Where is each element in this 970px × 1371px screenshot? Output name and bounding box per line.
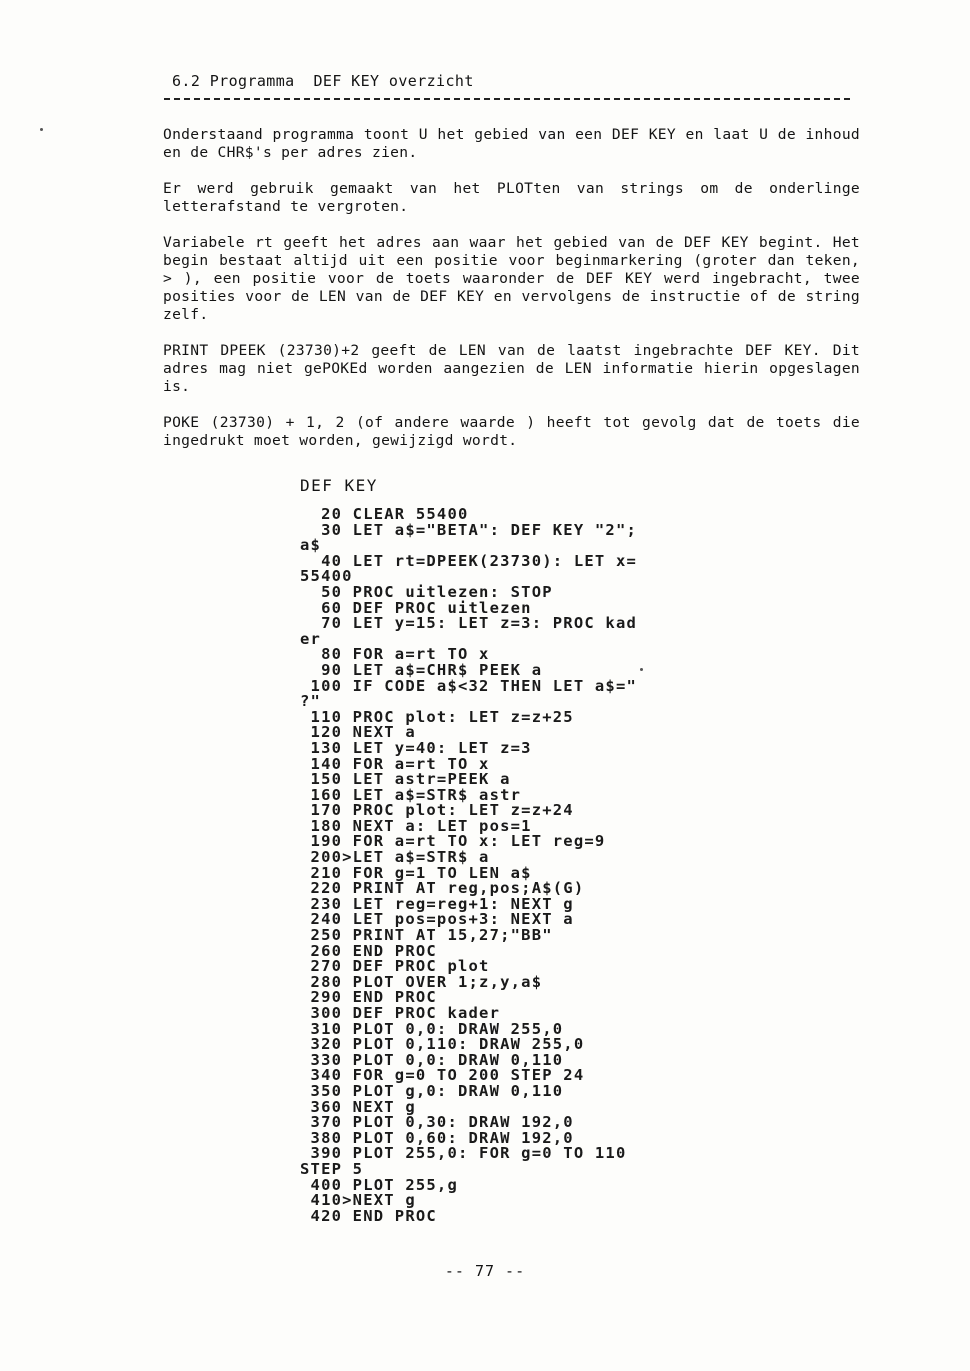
code-line: 250 PRINT AT 15,27;"BB" xyxy=(300,926,553,945)
code-line: 400 PLOT 255,g xyxy=(300,1175,458,1194)
code-line: 150 LET astr=PEEK a xyxy=(300,770,511,789)
page-number: -- 77 -- xyxy=(444,1262,526,1280)
code-line: 310 PLOT 0,0: DRAW 255,0 xyxy=(300,1019,564,1038)
code-line: STEP 5 xyxy=(300,1159,364,1178)
program-listing xyxy=(300,476,740,1224)
code-line: 420 END PROC xyxy=(300,1206,437,1225)
code-line: ?" xyxy=(300,692,322,711)
code-line: 30 LET a$="BETA": DEF KEY "2"; xyxy=(300,520,638,539)
paragraph-4: PRINT DPEEK (23730)+2 geeft de LEN van de laatst ingebrachte DEF KEY. Dit adres mag niet gePOKEd worden aangezien de LEN informatie hierin opgeslagen is. xyxy=(163,342,860,395)
scan-speck xyxy=(40,128,43,131)
listing-title: DEF KEY xyxy=(300,476,378,495)
code-line: 50 PROC uitlezen: STOP xyxy=(300,582,553,601)
code-line: 130 LET y=40: LET z=3 xyxy=(300,738,532,757)
code-line: 330 PLOT 0,0: DRAW 0,110 xyxy=(300,1050,564,1069)
heading-underline xyxy=(164,98,850,100)
code-line: a$ xyxy=(300,536,322,555)
paragraph-1: Onderstaand programma toont U het gebied van een DEF KEY en laat U de inhoud en de CHR$'s per adres zien. xyxy=(163,126,860,161)
code-line: 300 DEF PROC kader xyxy=(300,1004,501,1022)
code-line: 160 LET a$=STR$ astr xyxy=(300,785,522,804)
code-line: 170 PROC plot: LET z=z+24 xyxy=(300,801,574,820)
code-line: 410>NEXT g xyxy=(300,1191,416,1210)
code-block xyxy=(300,507,740,1224)
code-line: 340 FOR g=0 TO 200 STEP 24 xyxy=(300,1066,585,1085)
code-line: 360 NEXT g xyxy=(300,1097,416,1116)
code-line: 380 PLOT 0,60: DRAW 192,0 xyxy=(300,1128,574,1147)
code-line: 240 LET pos=pos+3: NEXT a xyxy=(300,910,574,929)
code-line: 20 CLEAR 55400 xyxy=(300,505,469,523)
code-line: 90 LET a$=CHR$ PEEK a xyxy=(300,660,543,679)
code-line: 110 PROC plot: LET z=z+25 xyxy=(300,707,574,726)
scan-speck xyxy=(640,668,643,671)
code-line: 80 FOR a=rt TO x xyxy=(300,645,490,664)
paragraph-2: Er werd gebruik gemaakt van het PLOTten van strings om de onderlinge letterafstand te vergroten. xyxy=(163,180,860,215)
code-line: 60 DEF PROC uitlezen xyxy=(300,598,532,617)
code-line: 210 FOR g=1 TO LEN a$ xyxy=(300,863,532,882)
code-line: 280 PLOT OVER 1;z,y,a$ xyxy=(300,972,543,991)
code-line: 390 PLOT 255,0: FOR g=0 TO 110 xyxy=(300,1144,627,1163)
code-line: 100 IF CODE a$<32 THEN LET a$=" xyxy=(300,676,638,695)
code-line: 260 END PROC xyxy=(300,941,437,960)
paragraph-3: Variabele rt geeft het adres aan waar het gebied van de DEF KEY begint. Het begin bestaat altijd uit een positie voor beginmarkering (groter dan teken, > ), een positie voor de toets waaronder de DEF KEY werd ingebracht, twee posities voor de LEN van de DEF KEY en vervolgens de instructie of de string zelf. xyxy=(163,234,860,323)
code-line: 40 LET rt=DPEEK(23730): LET x= xyxy=(300,551,638,570)
code-line: 370 PLOT 0,30: DRAW 192,0 xyxy=(300,1113,574,1132)
code-line: 230 LET reg=reg+1: NEXT g xyxy=(300,894,574,913)
code-line: 290 END PROC xyxy=(300,988,437,1007)
paragraph-5: POKE (23730) + 1, 2 (of andere waarde ) heeft tot gevolg dat de toets die ingedrukt moet worden, gewijzigd wordt. xyxy=(163,414,860,449)
code-line: 55400 xyxy=(300,567,353,586)
code-line: 190 FOR a=rt TO x: LET reg=9 xyxy=(300,832,606,851)
code-line: 220 PRINT AT reg,pos;A$(G) xyxy=(300,879,585,898)
code-line: 120 NEXT a xyxy=(300,723,416,742)
code-line: 140 FOR a=rt TO x xyxy=(300,754,490,773)
code-line: 200>LET a$=STR$ a xyxy=(300,848,490,867)
code-line: 70 LET y=15: LET z=3: PROC kad xyxy=(300,614,638,633)
code-line: 350 PLOT g,0: DRAW 0,110 xyxy=(300,1081,564,1100)
code-line: 180 NEXT a: LET pos=1 xyxy=(300,816,532,835)
code-line: 320 PLOT 0,110: DRAW 255,0 xyxy=(300,1035,585,1054)
code-line: 270 DEF PROC plot xyxy=(300,957,490,976)
section-heading: 6.2 Programma DEF KEY overzicht xyxy=(172,72,474,90)
code-line: er xyxy=(300,629,322,648)
